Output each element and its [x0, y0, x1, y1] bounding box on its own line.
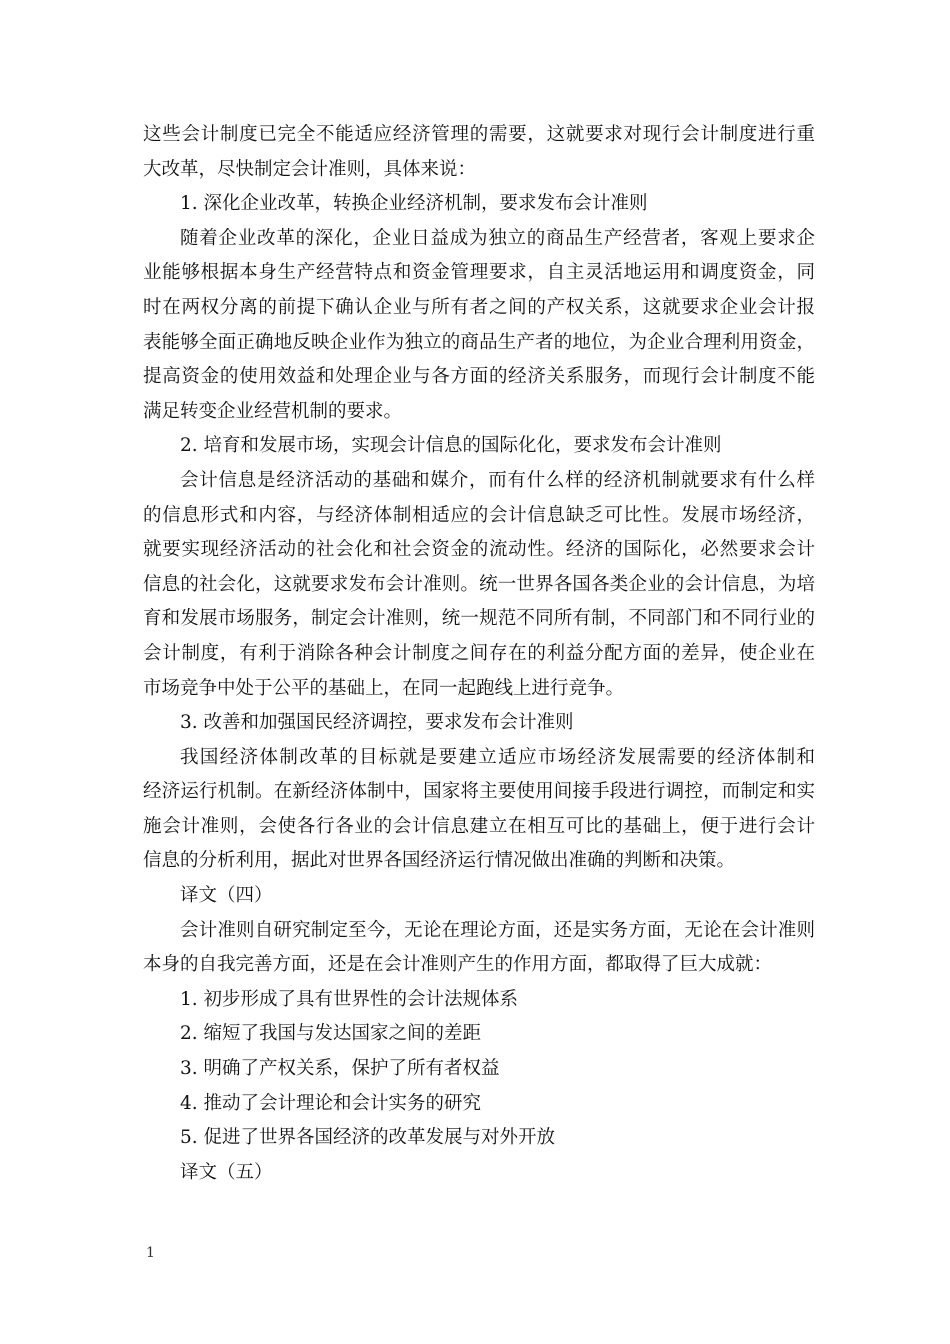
text-line: 会计制度，有利于消除各种会计制度之间存在的利益分配方面的差异，使企业在: [143, 642, 815, 664]
text-line: 这些会计制度已完全不能适应经济管理的需要，这就要求对现行会计制度进行重: [143, 124, 815, 145]
text-line: 信息的社会化，这就要求发布会计准则。统一世界各国各类企业的会计信息，为培: [143, 573, 815, 595]
list-item: 4. 推动了会计理论和会计实务的研究: [180, 1092, 482, 1114]
text-line: 业能够根据本身生产经营特点和资金管理要求，自主灵活地运用和调度资金，同: [143, 262, 815, 284]
text-line: 表能够全面正确地反映企业作为独立的商品生产者的地位，为企业合理利用资金，: [143, 331, 815, 353]
text-line: 就要实现经济活动的社会化和社会资金的流动性。经济的国际化，必然要求会计: [143, 539, 815, 561]
text-line: 提高资金的使用效益和处理企业与各方面的经济关系服务，而现行会计制度不能: [143, 366, 815, 388]
text-line: 会计信息是经济活动的基础和媒介，而有什么样的经济机制就要求有什么样: [180, 469, 815, 491]
translation-heading: 译文（五）: [180, 1161, 273, 1183]
list-item: 3. 明确了产权关系，保护了所有者权益: [180, 1058, 500, 1080]
section-heading: 2. 培育和发展市场，实现会计信息的国际化化，要求发布会计准则: [180, 435, 722, 457]
text-line: 本身的自我完善方面，还是在会计准则产生的作用方面，都取得了巨大成就：: [143, 954, 773, 976]
list-item: 2. 缩短了我国与发达国家之间的差距: [180, 1023, 482, 1045]
text-line: 大改革，尽快制定会计准则，具体来说：: [143, 158, 477, 180]
text-line: 随着企业改革的深化，企业日益成为独立的商品生产经营者，客观上要求企: [180, 227, 815, 249]
text-line: 经济运行机制。在新经济体制中，国家将主要使用间接手段进行调控，而制定和实: [143, 781, 815, 803]
text-line: 施会计准则，会使各行各业的会计信息建立在相互可比的基础上，便于进行会计: [143, 815, 815, 837]
text-line: 满足转变企业经营机制的要求。: [143, 400, 403, 422]
text-line: 市场竞争中处于公平的基础上，在同一起跑线上进行竞争。: [143, 677, 625, 699]
section-heading: 1. 深化企业改革，转换企业经济机制，要求发布会计准则: [180, 193, 648, 215]
list-item: 1. 初步形成了具有世界性的会计法规体系: [180, 988, 519, 1010]
text-line: 育和发展市场服务，制定会计准则，统一规范不同所有制，不同部门和不同行业的: [143, 608, 815, 630]
page-number: 1: [146, 1245, 155, 1261]
text-line: 时在两权分离的前提下确认企业与所有者之间的产权关系，这就要求企业会计报: [143, 296, 815, 318]
text-line: 的信息形式和内容，与经济体制相适应的会计信息缺乏可比性。发展市场经济，: [143, 504, 815, 526]
translation-heading: 译文（四）: [180, 885, 273, 907]
section-heading: 3. 改善和加强国民经济调控，要求发布会计准则: [180, 712, 574, 734]
text-line: 信息的分析利用，据此对世界各国经济运行情况做出准确的判断和决策。: [143, 850, 736, 872]
document-body: [143, 118, 815, 1190]
list-item: 5. 促进了世界各国经济的改革发展与对外开放: [180, 1127, 556, 1149]
text-line: 会计准则自研究制定至今，无论在理论方面，还是实务方面，无论在会计准则: [180, 919, 815, 941]
text-line: 我国经济体制改革的目标就是要建立适应市场经济发展需要的经济体制和: [180, 746, 815, 768]
